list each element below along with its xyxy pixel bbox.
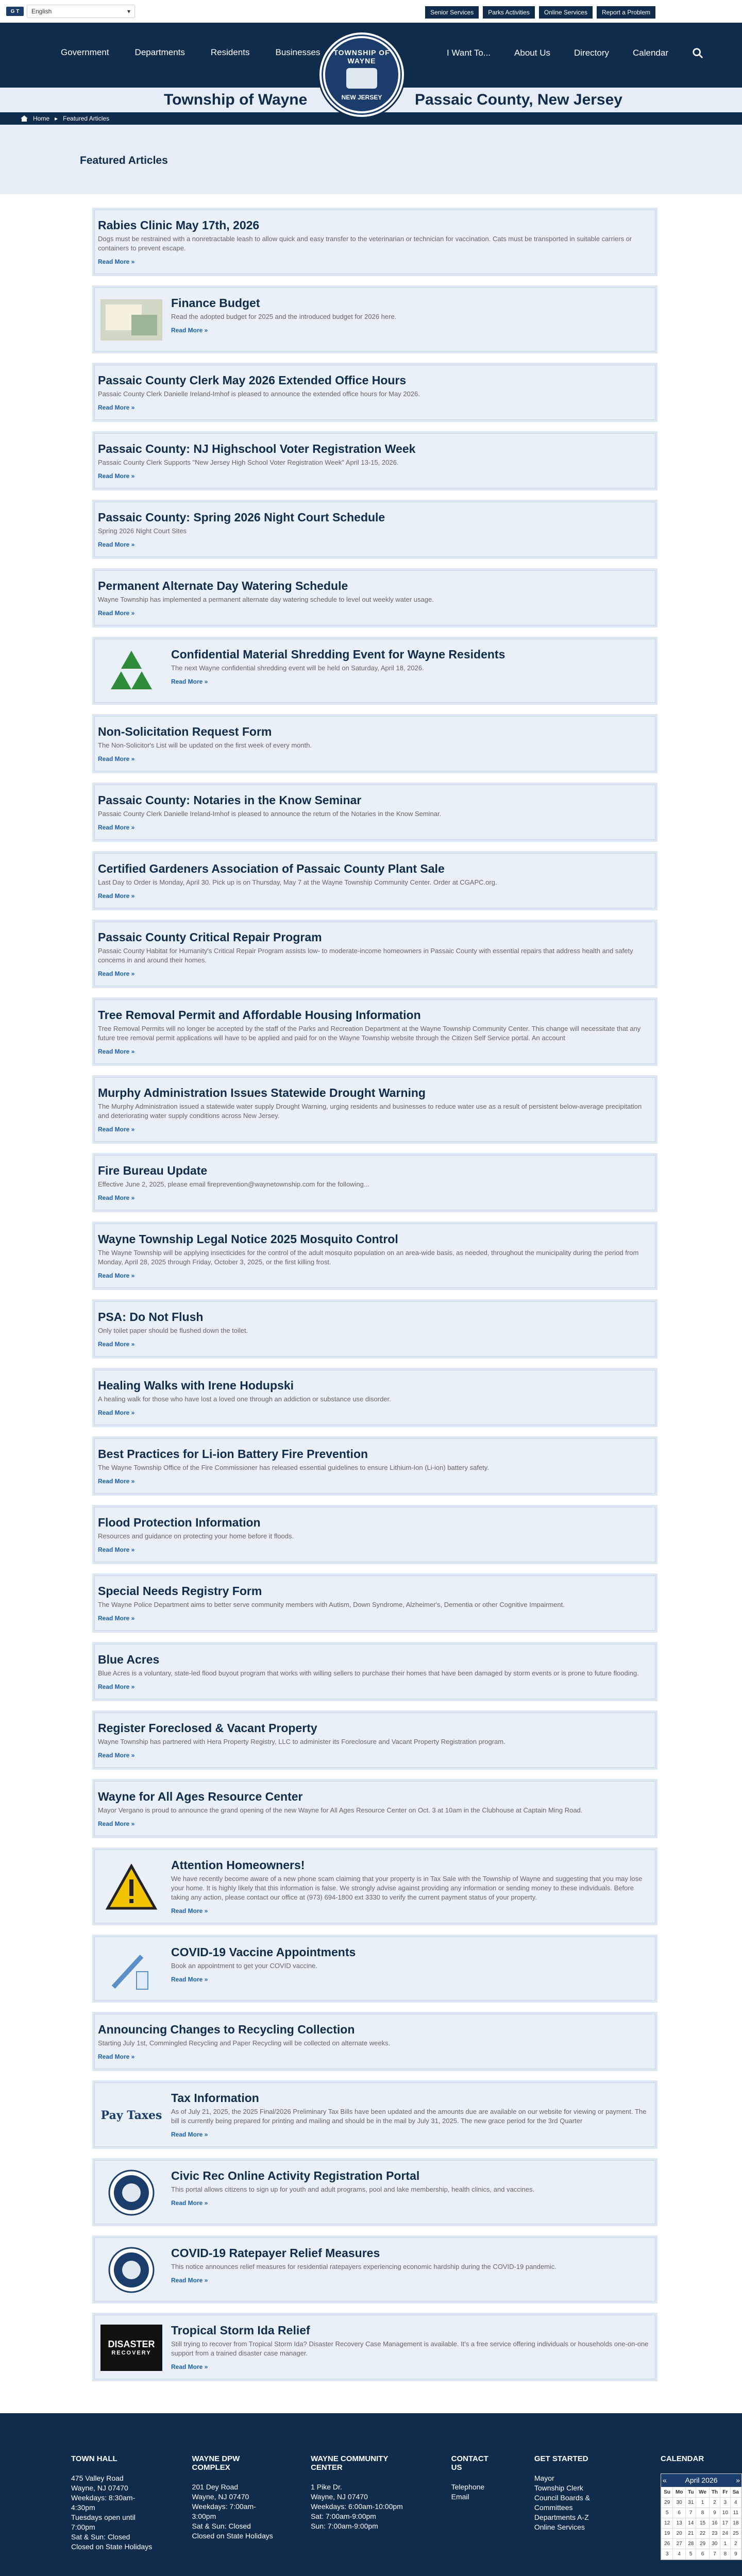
footer-line: Weekdays: 7:00am-3:00pm	[192, 2502, 256, 2520]
seal-building-icon	[346, 68, 377, 89]
article-card	[94, 1850, 655, 1923]
article-card	[94, 785, 655, 840]
article-body	[98, 1584, 652, 1623]
article-body	[171, 2324, 652, 2371]
article-body	[171, 2091, 652, 2139]
calendar-day[interactable]: 30	[709, 2539, 720, 2549]
footer-line: Sat & Sun: Closed	[71, 2533, 130, 2541]
article-summary: We have recently become aware of a new phone scam claiming that your property is in Tax Sale with the Township of Wayne and suggesting that you may lose your home. It is highly likely that this information is false. We strongly advise against providing any information or sending money to these individuals. Before taking any action, please contact our office at (973) 694-1800 ext 3330 to verify the current payment status of your property.	[171, 1875, 643, 1901]
calendar-weekday: Mo	[673, 2487, 686, 2498]
article-card	[94, 210, 655, 274]
footer-column-title: WAYNE DPW COMPLEX	[192, 2454, 240, 2472]
article-summary: Passaic County Clerk Danielle Ireland-Imhof is pleased to announce the extended office hours for May 2026.	[98, 390, 420, 398]
article-card	[94, 853, 655, 908]
calendar-day[interactable]: 1	[720, 2539, 731, 2549]
township-seal-logo[interactable]	[318, 31, 406, 118]
article-body	[98, 2023, 652, 2061]
article-card	[94, 2238, 655, 2301]
calendar-weekday: We	[696, 2487, 710, 2498]
article-title[interactable]: Flood Protection Information	[98, 1516, 261, 1529]
calendar-day[interactable]: 6	[673, 2508, 686, 2518]
translate-icon: G T	[6, 7, 24, 16]
article-card	[94, 502, 655, 557]
footer-line: Email	[451, 2493, 469, 2501]
article-title[interactable]: Announcing Changes to Recycling Collection	[98, 2023, 355, 2036]
calendar-day[interactable]: 6	[696, 2549, 710, 2560]
article-card	[94, 433, 655, 488]
article-card	[94, 922, 655, 986]
home-icon[interactable]	[21, 115, 28, 122]
footer-line: Mayor	[534, 2474, 554, 2482]
article-title[interactable]: Passaic County Clerk May 2026 Extended Office Hours	[98, 374, 407, 387]
article-title[interactable]: Passaic County Critical Repair Program	[98, 930, 322, 944]
footer-line: Closed on State Holidays	[192, 2532, 273, 2540]
quick-link-senior-services[interactable]: Senior Services	[425, 6, 479, 19]
article-summary: Book an appointment to get your COVID vaccine.	[171, 1962, 317, 1970]
footer-line: Township Clerk	[534, 2484, 583, 2492]
calendar-day[interactable]: 17	[720, 2518, 731, 2529]
article-body	[98, 1516, 652, 1554]
article-summary: Only toilet paper should be flushed down the toilet.	[98, 1327, 248, 1334]
article-summary: Resources and guidance on protecting your home before it floods.	[98, 1532, 294, 1540]
calendar-day[interactable]: 4	[730, 2498, 741, 2508]
calendar-day[interactable]: 10	[720, 2508, 731, 2518]
article-body	[98, 1086, 652, 1134]
read-more-link[interactable]: Read More »	[98, 755, 135, 762]
read-more-link[interactable]: Read More »	[98, 824, 135, 831]
article-body	[98, 511, 652, 549]
calendar-weekday: Sa	[730, 2487, 741, 2498]
article-body	[98, 793, 652, 832]
article-title[interactable]: Blue Acres	[98, 1653, 160, 1666]
read-more-link[interactable]: Read More »	[98, 404, 135, 411]
read-more-link[interactable]: Read More »	[98, 1341, 135, 1348]
footer-calendar	[661, 2454, 742, 2560]
article-title[interactable]: Non-Solicitation Request Form	[98, 725, 272, 738]
article-title[interactable]: Wayne Township Legal Notice 2025 Mosquito Control	[98, 1232, 398, 1246]
calendar-day[interactable]: 23	[709, 2529, 720, 2539]
article-title[interactable]: Passaic County: NJ Highschool Voter Registration Week	[98, 442, 416, 455]
article-list	[0, 194, 742, 2413]
article-body	[98, 1653, 652, 1691]
article-title[interactable]: PSA: Do Not Flush	[98, 1310, 204, 1324]
nav-about-us[interactable]: About Us	[514, 48, 550, 58]
article-summary: Blue Acres is a voluntary, state-led flood buyout program that works with willing sellers to purchase their homes that have been damaged by storm events or is prone to future flooding.	[98, 1669, 639, 1677]
article-title[interactable]: Fire Bureau Update	[98, 1164, 208, 1177]
quick-link-report-problem[interactable]: Report a Problem	[597, 6, 655, 19]
read-more-link[interactable]: Read More »	[171, 2131, 208, 2138]
township-name: Township of Wayne	[164, 91, 308, 108]
calendar-day[interactable]: 22	[696, 2529, 710, 2539]
calendar-day[interactable]: 8	[696, 2508, 710, 2518]
article-title[interactable]: Attention Homeowners!	[171, 1858, 305, 1872]
read-more-link[interactable]: Read More »	[98, 472, 135, 480]
footer-line: Telephone	[451, 2483, 485, 2491]
read-more-link[interactable]: Read More »	[98, 1048, 135, 1055]
read-more-link[interactable]: Read More »	[98, 1409, 135, 1416]
article-title[interactable]: Confidential Material Shredding Event for Wayne Residents	[171, 648, 505, 661]
footer-line: Sat: 7:00am-9:00pm	[311, 2512, 376, 2520]
article-card	[94, 1575, 655, 1631]
footer-line: Tuesdays open until 7:00pm	[71, 2513, 136, 2531]
calendar-grid	[661, 2487, 741, 2560]
footer-line: 475 Valley Road	[71, 2474, 124, 2482]
breadcrumb-current: Featured Articles	[63, 115, 110, 122]
read-more-link[interactable]: Read More »	[98, 1126, 135, 1133]
footer-column	[451, 2454, 498, 2560]
article-title[interactable]: Healing Walks with Irene Hodupski	[98, 1379, 294, 1392]
nav-government[interactable]: Government	[61, 47, 109, 57]
article-thumbnail[interactable]	[98, 2169, 165, 2216]
calendar-weekday: Tu	[686, 2487, 696, 2498]
calendar-day[interactable]: 13	[673, 2518, 686, 2529]
article-summary: Spring 2026 Night Court Sites	[98, 527, 187, 535]
article-thumbnail[interactable]: DISASTER RECOVERY	[98, 2324, 165, 2371]
nav-departments[interactable]: Departments	[134, 47, 185, 57]
read-more-link[interactable]: Read More »	[98, 258, 135, 265]
article-thumbnail[interactable]: Pay Taxes	[100, 2108, 162, 2122]
article-card	[94, 2014, 655, 2069]
nav-i-want-to[interactable]: I Want To...	[447, 48, 491, 58]
article-title[interactable]: Murphy Administration Issues Statewide Drought Warning	[98, 1086, 426, 1099]
article-thumbnail[interactable]	[98, 2246, 165, 2294]
read-more-link[interactable]: Read More »	[98, 1820, 135, 1827]
calendar-day[interactable]: 20	[673, 2529, 686, 2539]
calendar-day[interactable]: 7	[686, 2508, 696, 2518]
article-card	[94, 1937, 655, 2001]
article-card	[94, 999, 655, 1064]
article-title[interactable]: Certified Gardeners Association of Passaic County Plant Sale	[98, 862, 445, 875]
county-name: Passaic County, New Jersey	[415, 91, 622, 108]
footer-line: Closed on State Holidays	[71, 2543, 153, 2551]
article-body	[98, 1164, 652, 1202]
article-card	[94, 1301, 655, 1357]
calendar-day[interactable]: 18	[730, 2518, 741, 2529]
seal-top-text: TOWNSHIP OF	[333, 48, 390, 57]
article-thumbnail[interactable]	[98, 296, 165, 344]
calendar-next-icon[interactable]: »	[736, 2476, 740, 2484]
calendar-day[interactable]: 19	[662, 2529, 673, 2539]
page-title: Featured Articles	[80, 155, 168, 166]
article-summary: As of July 21, 2025, the 2025 Final/2026 Preliminary Tax Bills have been updated and the amounts due are available on our website for viewing or payment. The bill is currently being prepared for printing and mailing and should be in the mail by July 31, 2025. The new grace period for the 3rd Quarter	[171, 2108, 647, 2125]
article-body	[98, 1447, 652, 1486]
article-card	[94, 1155, 655, 1210]
calendar-day[interactable]: 21	[686, 2529, 696, 2539]
calendar-widget[interactable]	[661, 2473, 742, 2560]
nav-residents[interactable]: Residents	[210, 47, 250, 57]
calendar-day[interactable]: 5	[662, 2508, 673, 2518]
footer-line: Weekdays: 8:30am-4:30pm	[71, 2494, 136, 2512]
quick-links	[425, 6, 655, 19]
footer-line: Sat & Sun: Closed	[192, 2522, 251, 2530]
article-card	[94, 1077, 655, 1142]
google-translate	[6, 5, 135, 18]
article-thumbnail[interactable]	[98, 648, 165, 695]
seal-mid-text: WAYNE	[347, 57, 376, 65]
read-more-link[interactable]: Read More »	[98, 1615, 135, 1622]
read-more-link[interactable]: Read More »	[98, 892, 135, 900]
article-summary: The Wayne Police Department aims to better serve community members with Autism, Down Syndrome, Alzheimer's, Dementia or other Cognitive Impairment.	[98, 1601, 565, 1608]
article-title[interactable]: COVID-19 Vaccine Appointments	[171, 1945, 356, 1959]
footer-line: Weekdays: 6:00am-10:00pm	[311, 2502, 403, 2511]
footer-line: 201 Dey Road	[192, 2483, 239, 2491]
calendar-day[interactable]: 5	[686, 2549, 696, 2560]
calendar-weekday: Th	[709, 2487, 720, 2498]
read-more-link[interactable]: Read More »	[98, 609, 135, 617]
article-summary: The Wayne Township will be applying insecticides for the control of the adult mosquito population on an area-wide basis, as needed, throughout the municipality during the period from Monday, April 28, 2025 through Friday, October 3, 2025, or the first killing frost.	[98, 1249, 639, 1266]
article-summary: Effective June 2, 2025, please email fireprevention@waynetownship.com for the following...	[98, 1180, 369, 1188]
article-summary: Wayne Township has implemented a permanent alternate day watering schedule to level out weekly water usage.	[98, 596, 434, 603]
calendar-month: April 2026	[685, 2476, 718, 2484]
article-card	[94, 1438, 655, 1494]
calendar-day[interactable]: 29	[696, 2539, 710, 2549]
read-more-link[interactable]: Read More »	[98, 1272, 135, 1279]
article-summary: The Non-Solicitor's List will be updated on the first week of every month.	[98, 741, 312, 749]
footer-line: Wayne, NJ 07470	[192, 2493, 249, 2501]
calendar-day[interactable]: 30	[673, 2498, 686, 2508]
footer-line: Wayne, NJ 07470	[71, 2484, 128, 2492]
article-summary: Wayne Township has partnered with Hera Property Registry, LLC to administer its Foreclosure and Vacant Property Registration program.	[98, 1738, 505, 1745]
article-summary: This notice announces relief measures for residential ratepayers experiencing economic hardship during the COVID-19 pandemic.	[171, 2263, 556, 2270]
read-more-link[interactable]: Read More »	[171, 1907, 208, 1914]
article-body	[98, 1721, 652, 1760]
article-body	[98, 1310, 652, 1349]
article-body	[171, 2246, 652, 2294]
article-card	[94, 365, 655, 420]
seal-bottom-text: NEW JERSEY	[341, 94, 382, 101]
article-summary: The Murphy Administration issued a statewide water supply Drought Warning, urging residents and businesses to reduce water use as a result of persistent below-average precipitation and deteriorating water supply conditions across New Jersey.	[98, 1103, 642, 1120]
article-body	[98, 930, 652, 978]
article-body	[98, 579, 652, 618]
footer-column-title: TOWN HALL	[71, 2454, 117, 2463]
article-body	[98, 1232, 652, 1280]
article-body	[171, 1858, 652, 1916]
footer-column	[311, 2454, 415, 2560]
footer	[0, 2413, 742, 2576]
calendar-day[interactable]: 11	[730, 2508, 741, 2518]
calendar-day[interactable]: 2	[730, 2539, 741, 2549]
calendar-day[interactable]: 4	[673, 2549, 686, 2560]
calendar-day[interactable]: 2	[709, 2498, 720, 2508]
article-card	[94, 1644, 655, 1699]
calendar-day[interactable]: 31	[686, 2498, 696, 2508]
calendar-weekday: Su	[662, 2487, 673, 2498]
calendar-day[interactable]: 15	[696, 2518, 710, 2529]
footer-line: Council Boards & Committees	[534, 2494, 590, 2512]
footer-column-title: WAYNE COMMUNITY CENTER	[311, 2454, 389, 2472]
quick-link-online-services[interactable]: Online Services	[539, 6, 593, 19]
article-summary: Passaic County Habitat for Humanity's Critical Repair Program assists low- to moderate-income homeowners in Passaic County with essential repairs that address health and safety concerns in and around their homes.	[98, 947, 633, 964]
read-more-link[interactable]: Read More »	[171, 2363, 208, 2370]
article-body	[171, 296, 652, 344]
article-summary: Dogs must be restrained with a nonretractable leash to allow quick and easy transfer to the veterinarian or technician for vaccination. Cats must be transported in suitable carriers or containers to prevent escape.	[98, 235, 632, 252]
article-body	[98, 218, 652, 266]
calendar-day[interactable]: 3	[662, 2549, 673, 2560]
read-more-link[interactable]: Read More »	[98, 541, 135, 548]
article-card	[94, 716, 655, 771]
article-title[interactable]: Permanent Alternate Day Watering Schedule	[98, 579, 348, 592]
article-body	[98, 1790, 652, 1828]
article-summary: Mayor Vergano is proud to announce the grand opening of the new Wayne for All Ages Resource Center on Oct. 3 at 10am in the Clubhouse at Captain Ming Road.	[98, 1806, 583, 1814]
read-more-link[interactable]: Read More »	[98, 1194, 135, 1201]
article-thumbnail[interactable]	[98, 1858, 165, 1916]
article-title[interactable]: Tree Removal Permit and Affordable Housing Information	[98, 1008, 421, 1022]
article-summary: A healing walk for those who have lost a loved one through an addiction or substance use disorder.	[98, 1395, 391, 1403]
article-card	[94, 1507, 655, 1562]
quick-link-parks-activities[interactable]: Parks Activities	[483, 6, 535, 19]
article-card	[94, 1781, 655, 1836]
article-card	[94, 2315, 655, 2379]
article-body	[171, 1945, 652, 1993]
article-summary: Read the adopted budget for 2025 and the introduced budget for 2026 here.	[171, 313, 397, 320]
article-body	[171, 648, 652, 695]
read-more-link[interactable]: Read More »	[98, 1683, 135, 1690]
article-title[interactable]: Rabies Clinic May 17th, 2026	[98, 218, 260, 232]
article-card	[94, 2160, 655, 2224]
article-card	[94, 639, 655, 703]
calendar-day[interactable]: 9	[709, 2508, 720, 2518]
article-card	[94, 2082, 655, 2147]
article-summary: Tree Removal Permits will no longer be accepted by the staff of the Parks and Recreation Department at the Wayne Township Community Center. This change will necessitate that any future tree removal permit applications will have to be applied and paid for on the Wayne Township website through the Citizen Self Service portal. An account	[98, 1025, 641, 1042]
footer-column-title: CONTACT US	[451, 2454, 488, 2472]
article-summary: Still trying to recover from Tropical Storm Ida? Disaster Recovery Case Management is available. It's a free service offering individuals or households one-on-one support from a trained disaster case manager.	[171, 2340, 649, 2357]
calendar-day[interactable]: 9	[730, 2549, 741, 2560]
article-body	[98, 725, 652, 764]
article-title[interactable]: Passaic County: Spring 2026 Night Court Schedule	[98, 511, 385, 524]
calendar-day[interactable]: 27	[673, 2539, 686, 2549]
footer-column	[192, 2454, 275, 2560]
footer-column-title: CALENDAR	[661, 2454, 704, 2463]
calendar-day[interactable]: 26	[662, 2539, 673, 2549]
footer-column-title: GET STARTED	[534, 2454, 588, 2463]
top-bar	[0, 0, 742, 23]
article-title[interactable]: Register Foreclosed & Vacant Property	[98, 1721, 317, 1735]
footer-line: Wayne, NJ 07470	[311, 2493, 368, 2501]
read-more-link[interactable]: Read More »	[171, 1976, 208, 1983]
article-summary: Passaic County Clerk Supports "New Jersey High School Voter Registration Week" April 13-15, 2026.	[98, 459, 399, 466]
calendar-day[interactable]: 24	[720, 2529, 731, 2539]
read-more-link[interactable]: Read More »	[98, 970, 135, 977]
calendar-weekday: Fr	[720, 2487, 731, 2498]
article-body	[171, 2169, 652, 2216]
article-title[interactable]: Civic Rec Online Activity Registration Portal	[171, 2169, 420, 2182]
calendar-day[interactable]: 3	[720, 2498, 731, 2508]
page-header	[0, 125, 742, 194]
search-icon[interactable]	[692, 47, 703, 59]
calendar-day[interactable]: 14	[686, 2518, 696, 2529]
read-more-link[interactable]: Read More »	[98, 1546, 135, 1553]
article-body	[98, 862, 652, 901]
read-more-link[interactable]: Read More »	[171, 2199, 208, 2207]
article-body	[98, 1008, 652, 1056]
calendar-day[interactable]: 29	[662, 2498, 673, 2508]
article-summary: The next Wayne confidential shredding event will be held on Saturday, April 18, 2026.	[171, 664, 424, 672]
article-body	[98, 374, 652, 412]
article-title[interactable]: COVID-19 Ratepayer Relief Measures	[171, 2246, 380, 2260]
read-more-link[interactable]: Read More »	[171, 678, 208, 685]
article-body	[98, 442, 652, 481]
read-more-link[interactable]: Read More »	[171, 327, 208, 334]
footer-line: Sun: 7:00am-9:00pm	[311, 2522, 378, 2530]
article-title[interactable]: Wayne for All Ages Resource Center	[98, 1790, 303, 1803]
article-summary: Passaic County Clerk Danielle Ireland-Imhof is pleased to announce the return of the Notaries in the Know Seminar.	[98, 810, 442, 818]
article-summary: This portal allows citizens to sign up for youth and adult programs, pool and lake membership, health clinics, and vaccines.	[171, 2185, 535, 2193]
calendar-day[interactable]: 12	[662, 2518, 673, 2529]
article-card	[94, 1224, 655, 1288]
article-title[interactable]: Best Practices for Li-ion Battery Fire Prevention	[98, 1447, 368, 1461]
article-title[interactable]: Tropical Storm Ida Relief	[171, 2324, 310, 2337]
article-summary: Last Day to Order is Monday, April 30. Pick up is on Thursday, May 7 at the Wayne Township Community Center. Order at CGAPC.org.	[98, 878, 497, 886]
article-summary: Starting July 1st, Commingled Recycling and Paper Recycling will be collected on alternate weeks.	[98, 2039, 391, 2047]
nav-businesses[interactable]: Businesses	[275, 47, 321, 57]
calendar-header	[661, 2474, 741, 2487]
article-title[interactable]: Passaic County: Notaries in the Know Seminar	[98, 793, 362, 807]
read-more-link[interactable]: Read More »	[98, 1752, 135, 1759]
nav-directory[interactable]: Directory	[574, 48, 609, 58]
article-title[interactable]: Finance Budget	[171, 296, 260, 310]
footer-line: Online Services	[534, 2523, 585, 2531]
calendar-prev-icon[interactable]: «	[663, 2476, 667, 2484]
article-title[interactable]: Special Needs Registry Form	[98, 1584, 262, 1598]
calendar-day[interactable]: 1	[696, 2498, 710, 2508]
calendar-day[interactable]: 16	[709, 2518, 720, 2529]
read-more-link[interactable]: Read More »	[98, 1478, 135, 1485]
article-title[interactable]: Tax Information	[171, 2091, 259, 2105]
nav-calendar[interactable]: Calendar	[633, 48, 668, 58]
footer-column	[534, 2454, 625, 2560]
language-value: English	[31, 8, 52, 15]
calendar-day[interactable]: 8	[720, 2549, 731, 2560]
footer-line: 1 Pike Dr.	[311, 2483, 342, 2491]
article-thumbnail[interactable]	[98, 1945, 165, 1993]
language-select[interactable]	[27, 5, 135, 18]
calendar-day[interactable]: 7	[709, 2549, 720, 2560]
breadcrumb-home[interactable]: Home	[33, 115, 50, 122]
footer-column	[71, 2454, 156, 2560]
read-more-link[interactable]: Read More »	[171, 2277, 208, 2284]
article-body	[98, 1379, 652, 1417]
calendar-day[interactable]: 28	[686, 2539, 696, 2549]
breadcrumb-separator: ▸	[55, 115, 58, 122]
read-more-link[interactable]: Read More »	[98, 2053, 135, 2060]
chevron-down-icon: ▾	[127, 8, 130, 15]
footer-columns	[71, 2454, 742, 2560]
footer-line: Departments A-Z	[534, 2513, 589, 2521]
article-summary: The Wayne Township Office of the Fire Commissioner has released essential guidelines to ensure Lithium-Ion (Li-ion) battery safety.	[98, 1464, 489, 1471]
article-card	[94, 287, 655, 351]
article-card	[94, 570, 655, 625]
article-card	[94, 1713, 655, 1768]
calendar-day[interactable]: 25	[730, 2529, 741, 2539]
article-card	[94, 1370, 655, 1425]
